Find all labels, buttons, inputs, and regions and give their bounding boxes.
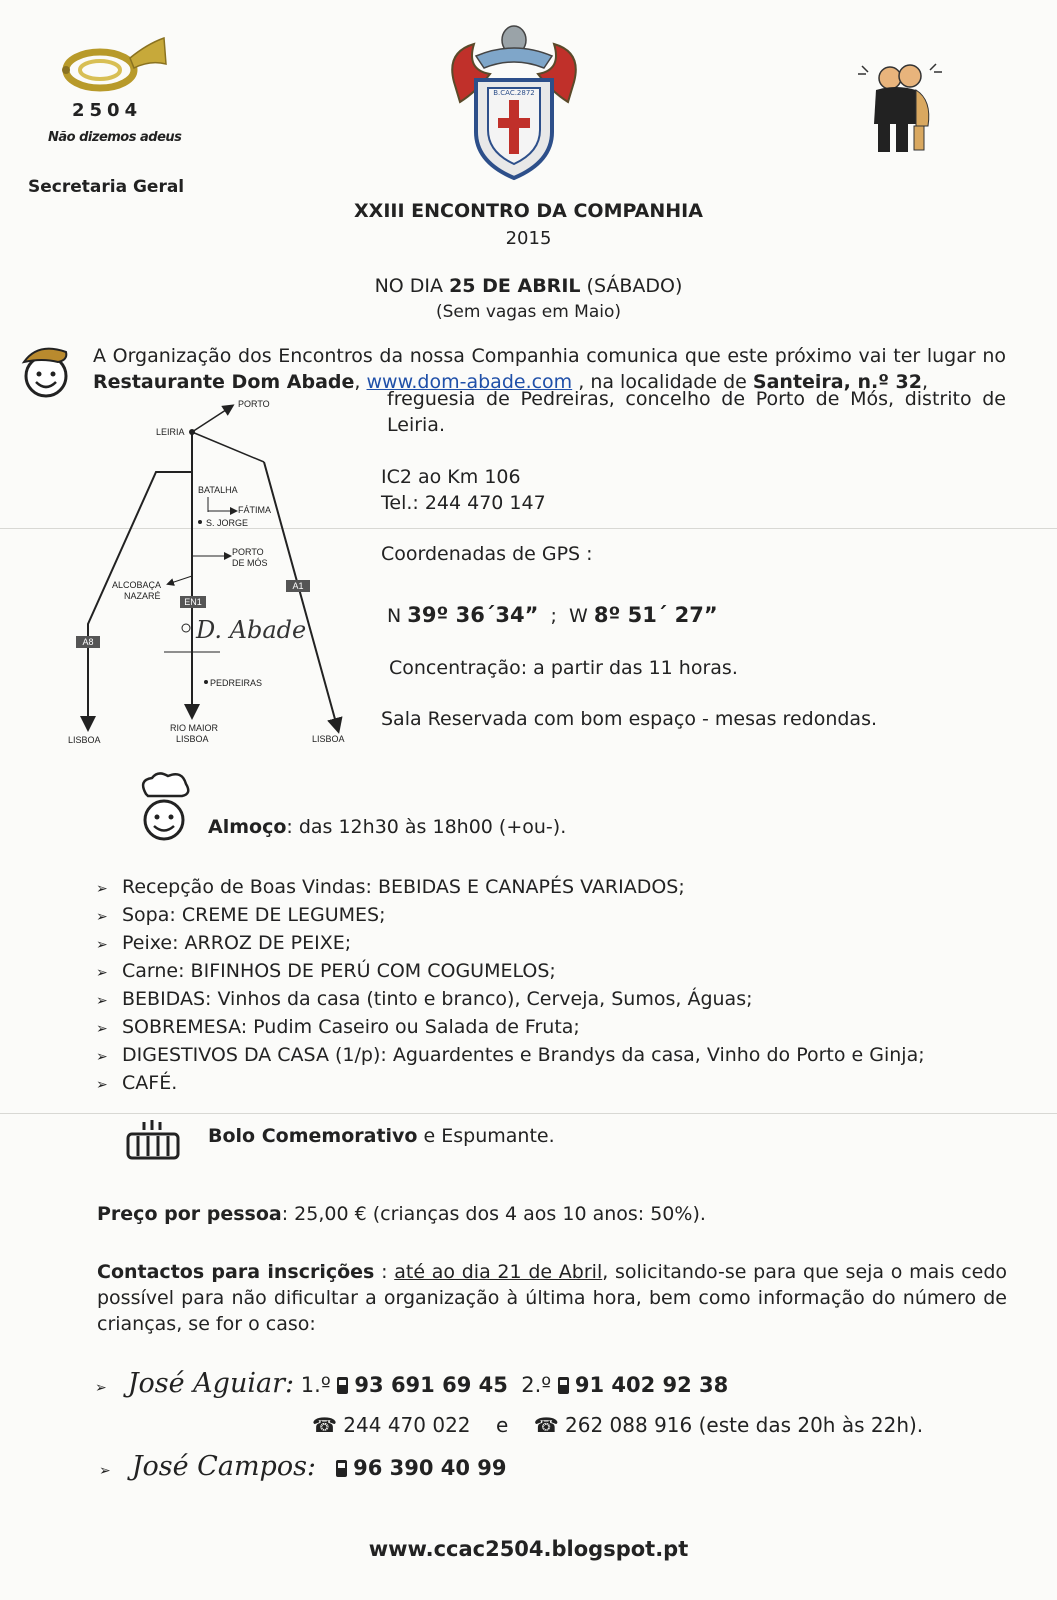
contact-mobile-1: 93 691 69 45 — [354, 1373, 508, 1397]
menu-item — [96, 902, 925, 930]
price-value: : 25,00 € (crianças dos 4 aos 10 anos: 50%). — [281, 1203, 706, 1225]
lunch-label: Almoço — [208, 816, 287, 838]
menu-item-text: BEBIDAS: Vinhos da casa (tinto e branco), Cerveja, Sumos, Águas; — [122, 988, 753, 1010]
map-label-fatima: FÁTIMA — [238, 505, 271, 515]
contact-person-1: José Aguiar: — [127, 1368, 295, 1399]
menu-item — [96, 930, 925, 958]
menu-item-text: CAFÉ. — [122, 1072, 178, 1094]
concentration-info: Concentração: a partir das 11 horas. — [389, 657, 738, 679]
map-label-porto-de: PORTO — [232, 547, 264, 557]
route-map — [60, 394, 370, 758]
contact-mobile-3: 96 390 40 99 — [353, 1456, 507, 1480]
map-label-a8: A8 — [82, 637, 94, 647]
mobile-phone-icon — [558, 1377, 569, 1394]
restaurant-name: Restaurante Dom Abade — [93, 371, 355, 393]
cake-suffix: e Espumante. — [423, 1125, 555, 1147]
road-info: IC2 ao Km 106 — [381, 466, 521, 488]
map-label-alcobaca: ALCOBAÇA — [112, 580, 162, 590]
gps-separator: ; — [550, 605, 557, 627]
contact-mobile-2: 91 402 92 38 — [574, 1373, 729, 1397]
intro-paragraph: A Organização dos Encontros da nossa Companhia comunica que este próximo vai ter lugar no Restaurante Dom Abade, www.dom-abade.com , na localidade de Santeira, n.º 32, — [93, 345, 1006, 393]
date-weekday: (SÁBADO) — [586, 275, 683, 297]
event-year: 2015 — [505, 228, 552, 249]
mobile-phone-icon — [337, 1377, 348, 1394]
menu-item — [96, 1070, 925, 1098]
contact-landlines — [312, 1413, 923, 1437]
menu-item — [96, 1042, 925, 1070]
gps-coordinates — [387, 603, 718, 627]
mobile-phone-icon — [336, 1460, 347, 1477]
contact-row-2 — [99, 1451, 507, 1482]
menu-item-text: Peixe: ARROZ DE PEIXE; — [122, 932, 352, 954]
cake-label: Bolo Comemorativo — [208, 1125, 418, 1147]
smiley-beret-icon — [18, 338, 76, 400]
map-label-lisboa-mid: LISBOA — [176, 734, 209, 744]
bullet-arrow-icon: ➢ — [95, 1380, 107, 1396]
menu-item — [96, 986, 925, 1014]
contact-person-2: José Campos: — [131, 1451, 317, 1482]
road-to-porto — [192, 406, 232, 432]
chef-smiley-icon — [136, 772, 194, 846]
gps-label: Coordenadas de GPS : — [381, 543, 593, 565]
contact-landline-2: 262 088 916 (este das 20h às 22h). — [565, 1413, 924, 1437]
contacts-paragraph — [97, 1259, 1007, 1337]
unit-motto: Não dizemos adeus — [48, 130, 182, 145]
department-label: Secretaria Geral — [28, 177, 185, 197]
map-label-lisboa-right: LISBOA — [312, 734, 345, 744]
map-label-a1: A1 — [292, 581, 304, 591]
bullet-arrow-icon: ➢ — [96, 937, 108, 953]
telephone-icon: ☎ — [533, 1413, 559, 1437]
contact-landline-1: 244 470 022 — [343, 1413, 471, 1437]
footer-blog-url[interactable]: www.ccac2504.blogspot.pt — [368, 1537, 689, 1561]
hugging-friends-icon — [856, 60, 946, 160]
bullet-arrow-icon: ➢ — [96, 1077, 108, 1093]
map-label-en1: EN1 — [184, 597, 202, 607]
restaurant-phone: Tel.: 244 470 147 — [381, 492, 546, 514]
telephone-icon: ☎ — [312, 1413, 337, 1437]
gps-w-prefix: W — [569, 605, 588, 627]
menu-item — [96, 1014, 925, 1042]
lunch-time: : das 12h30 às 18h00 (+ou-). — [286, 816, 567, 838]
intro-locality-text: , na localidade de — [578, 371, 747, 393]
intro-text: A Organização dos Encontros da nossa Companhia comunica que este próximo vai ter lugar no — [93, 345, 1006, 367]
map-label-sao-jorge: S. JORGE — [206, 518, 249, 528]
map-label-rio-maior: RIO MAIOR — [170, 723, 219, 733]
gps-longitude: 8º 51´ 27” — [593, 603, 718, 627]
date-main: 25 DE ABRIL — [449, 275, 581, 297]
map-label-lisboa-left: LISBOA — [68, 735, 101, 745]
map-label-nazare: NAZARÉ — [124, 591, 161, 601]
bullet-arrow-icon: ➢ — [96, 1049, 108, 1065]
post-horn-logo — [52, 28, 172, 98]
contacts-text: , solicitando-se para que seja o mais cedo possível para não dificultar a organização à última hora, bem como informação do número de crianças, se for o caso: — [97, 1261, 1008, 1335]
contact-and: e — [495, 1413, 509, 1437]
menu-item-text: Carne: BIFINHOS DE PERÚ COM COGUMELOS; — [122, 960, 556, 982]
map-label-porto: PORTO — [238, 399, 270, 409]
map-label-leiria: LEIRIA — [156, 427, 185, 437]
map-restaurant-sign: D. Abade — [196, 616, 307, 644]
gps-n-prefix: N — [387, 605, 402, 627]
paper-fold-line — [0, 1113, 1057, 1114]
bullet-arrow-icon: ➢ — [96, 909, 108, 925]
contacts-sep: : — [381, 1261, 388, 1283]
bullet-arrow-icon: ➢ — [96, 881, 108, 897]
contacts-label: Contactos para inscrições — [97, 1261, 375, 1283]
contact-first-label: 1.º — [300, 1373, 331, 1397]
price-info — [97, 1203, 706, 1225]
no-vacancies-note: (Sem vagas em Maio) — [435, 302, 622, 322]
gps-latitude: 39º 36´34” — [407, 603, 539, 627]
crest-text: B.CAC.2872 — [493, 89, 535, 97]
map-label-pedreiras: PEDREIRAS — [210, 678, 263, 688]
map-label-de-mos: DE MÓS — [232, 558, 268, 568]
price-label: Preço por pessoa — [97, 1203, 282, 1225]
intro-address: freguesia de Pedreiras, concelho de Porto de Mós, distrito de Leiria. — [387, 388, 1006, 436]
unit-number: 2504 — [72, 100, 143, 121]
restaurant-locality: Santeira, n.º 32 — [752, 371, 922, 393]
room-info: Sala Reservada com bom espaço - mesas redondas. — [381, 708, 878, 730]
menu-item — [96, 874, 925, 902]
event-date — [0, 275, 1057, 297]
menu-item-text: DIGESTIVOS DA CASA (1/p): Aguardentes e Brandys da casa, Vinho do Porto e Ginja; — [122, 1044, 925, 1066]
cake-icon — [124, 1118, 184, 1160]
contact-second-label: 2.º — [521, 1373, 552, 1397]
contacts-deadline: até ao dia 21 de Abril — [394, 1261, 603, 1283]
cake-info — [208, 1125, 555, 1147]
map-label-batalha: BATALHA — [198, 485, 238, 495]
menu-list — [96, 874, 925, 1098]
road-a1 — [264, 462, 338, 730]
menu-item-text: SOBREMESA: Pudim Caseiro ou Salada de Fruta; — [122, 1016, 580, 1038]
event-title: XXIII ENCONTRO DA COMPANHIA — [354, 200, 703, 222]
contact-row-1 — [95, 1368, 728, 1399]
bullet-arrow-icon: ➢ — [99, 1463, 111, 1479]
menu-item-text: Recepção de Boas Vindas: BEBIDAS E CANAPÉS VARIADOS; — [122, 876, 685, 898]
lunch-info — [208, 816, 566, 838]
bullet-arrow-icon: ➢ — [96, 993, 108, 1009]
company-crest — [446, 22, 582, 182]
road-to-a1 — [192, 432, 264, 462]
restaurant-website-link[interactable]: www.dom-abade.com — [366, 371, 573, 393]
date-prefix: NO DIA — [374, 275, 444, 297]
menu-item-text: Sopa: CREME DE LEGUMES; — [122, 904, 386, 926]
bullet-arrow-icon: ➢ — [96, 1021, 108, 1037]
road-to-alcobaca — [168, 576, 192, 584]
bullet-arrow-icon: ➢ — [96, 965, 108, 981]
menu-item — [96, 958, 925, 986]
